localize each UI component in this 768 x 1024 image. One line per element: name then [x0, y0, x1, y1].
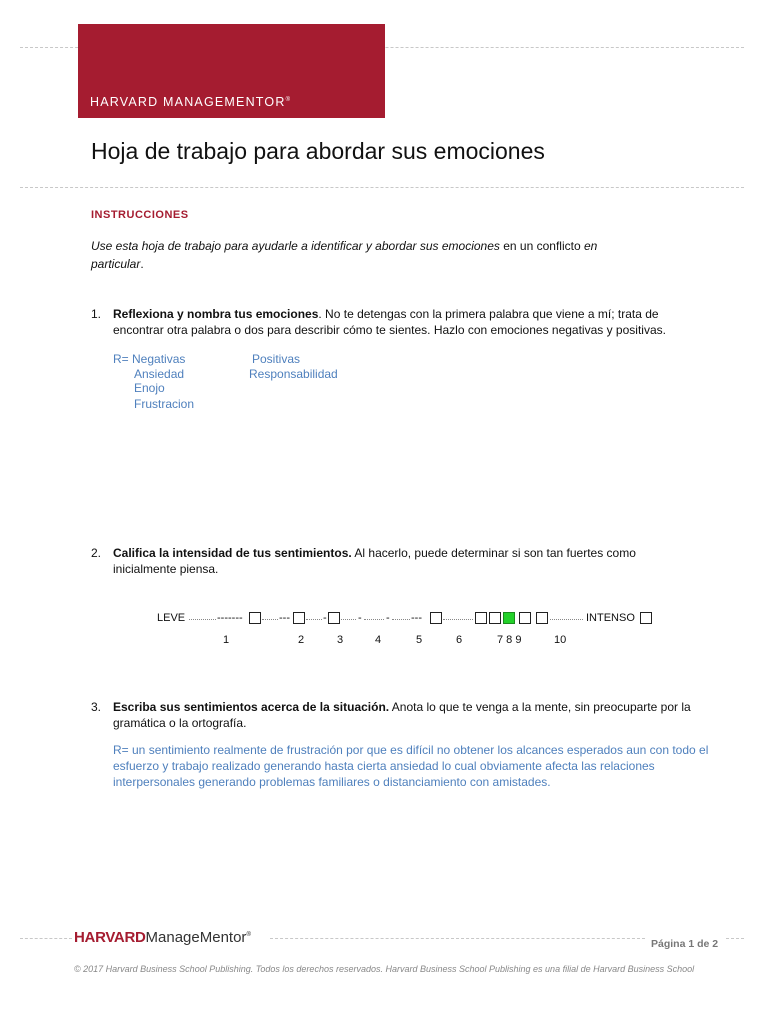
question-3-number: 3. [91, 700, 102, 714]
page-title: Hoja de trabajo para abordar sus emociones [91, 138, 545, 164]
footer-dashed-rule-right [726, 938, 744, 939]
copyright-notice: © 2017 Harvard Business School Publishing. Todos los derechos reservados. Harvard Business School Publishing es una filial de Harvard Business School [74, 964, 695, 974]
scale-dotted-line [341, 619, 356, 620]
brand-logo [90, 95, 290, 109]
scale-box-2[interactable] [293, 612, 305, 624]
scale-box-7[interactable] [489, 612, 501, 624]
scale-box-intense[interactable] [640, 612, 652, 624]
answer-1-negative-3: Frustracion [134, 397, 195, 411]
scale-dotted-line [364, 619, 384, 620]
question-1-text [113, 306, 701, 338]
brand-name: HARVARD MANAGEMENTOR [90, 95, 286, 109]
scale-dotted-line [189, 619, 216, 620]
footer-dashed-rule-left [20, 938, 72, 939]
scale-dash: - [323, 612, 327, 624]
instructions-heading: INSTRUCCIONES [91, 209, 189, 221]
title-dashed-rule [20, 187, 744, 188]
scale-dash: ------- [217, 612, 243, 624]
footer-logo [74, 929, 251, 946]
scale-number: 6 [456, 634, 463, 646]
answer-1-negatives-heading: R= Negativas [113, 352, 186, 366]
brand-registered-mark: ® [285, 96, 290, 103]
question-2-bold: Califica la intensidad de tus sentimientos. [113, 546, 352, 560]
intro-part-b: en un conflicto [499, 239, 584, 253]
footer-logo-harvard: HARVARD [74, 929, 146, 946]
question-3-text [113, 699, 701, 731]
question-1-number: 1. [91, 307, 102, 321]
scale-dotted-line [550, 619, 583, 620]
scale-box-5[interactable] [430, 612, 442, 624]
scale-box-9[interactable] [519, 612, 531, 624]
answer-1-negative-2: Enojo [134, 381, 165, 395]
answer-1-negative-1: Ansiedad [134, 367, 185, 381]
scale-box-6[interactable] [475, 612, 487, 624]
footer-logo-registered-mark: ® [246, 932, 251, 938]
scale-dotted-line [443, 619, 473, 620]
scale-number: 7 8 9 [497, 634, 522, 646]
intro-part-a: Use esta hoja de trabajo para ayudarle a identificar y abordar sus emociones [91, 239, 500, 253]
scale-number: 10 [554, 634, 567, 646]
question-2-number: 2. [91, 546, 102, 560]
scale-box-10[interactable] [536, 612, 548, 624]
question-1-bold: Reflexiona y nombra tus emociones [113, 307, 319, 321]
intro-part-c: en particular [91, 239, 598, 271]
scale-dash: - [386, 612, 390, 624]
scale-high-label: INTENSO [586, 612, 635, 624]
answer-3-text: R= un sentimiento realmente de frustración por que es difícil no obtener los alcances esperados aun con todo el esfuerzo y trabajo realizado generando hasta cierta ansiedad lo cual obviamente afecta las relaciones interpersonales generando problemas familiares o distanciamiento con amistades. [113, 743, 709, 789]
scale-number: 1 [223, 634, 230, 646]
scale-low-label: LEVE [157, 612, 186, 624]
footer-logo-managementor: ManageMentor [145, 929, 247, 946]
question-3-bold: Escriba sus sentimientos acerca de la situación. [113, 700, 390, 714]
page-number: Página 1 de 2 [651, 938, 719, 950]
brand-banner [78, 24, 385, 118]
intro-part-d: . [140, 257, 144, 271]
scale-number: 2 [298, 634, 305, 646]
scale-dotted-line [306, 619, 322, 620]
scale-dash: --- [411, 612, 422, 624]
question-3-rest: Anota lo que te venga a la mente, sin preocuparte por la gramática o la ortografía. [113, 700, 691, 730]
scale-number: 4 [375, 634, 382, 646]
scale-box-1[interactable] [249, 612, 261, 624]
instructions-intro [91, 237, 651, 273]
scale-dotted-line [392, 619, 410, 620]
scale-number: 3 [337, 634, 344, 646]
answer-1-positives-heading: Positivas [252, 352, 301, 366]
answer-1-positive-1: Responsabilidad [249, 367, 338, 381]
scale-box-3[interactable] [328, 612, 340, 624]
question-2-text [113, 545, 701, 577]
scale-box-8[interactable] [503, 612, 515, 624]
footer-dashed-rule-mid [270, 938, 645, 939]
question-2-rest: Al hacerlo, puede determinar si son tan fuertes como inicialmente piensa. [113, 546, 636, 576]
question-1-rest: . No te detengas con la primera palabra que viene a mí; trata de encontrar otra palabra o dos para describir cómo te sientes. Hazlo con emociones negativas y positivas. [113, 307, 666, 337]
scale-number: 5 [416, 634, 423, 646]
scale-dash: --- [279, 612, 290, 624]
scale-dash: - [358, 612, 362, 624]
scale-dotted-line [262, 619, 278, 620]
